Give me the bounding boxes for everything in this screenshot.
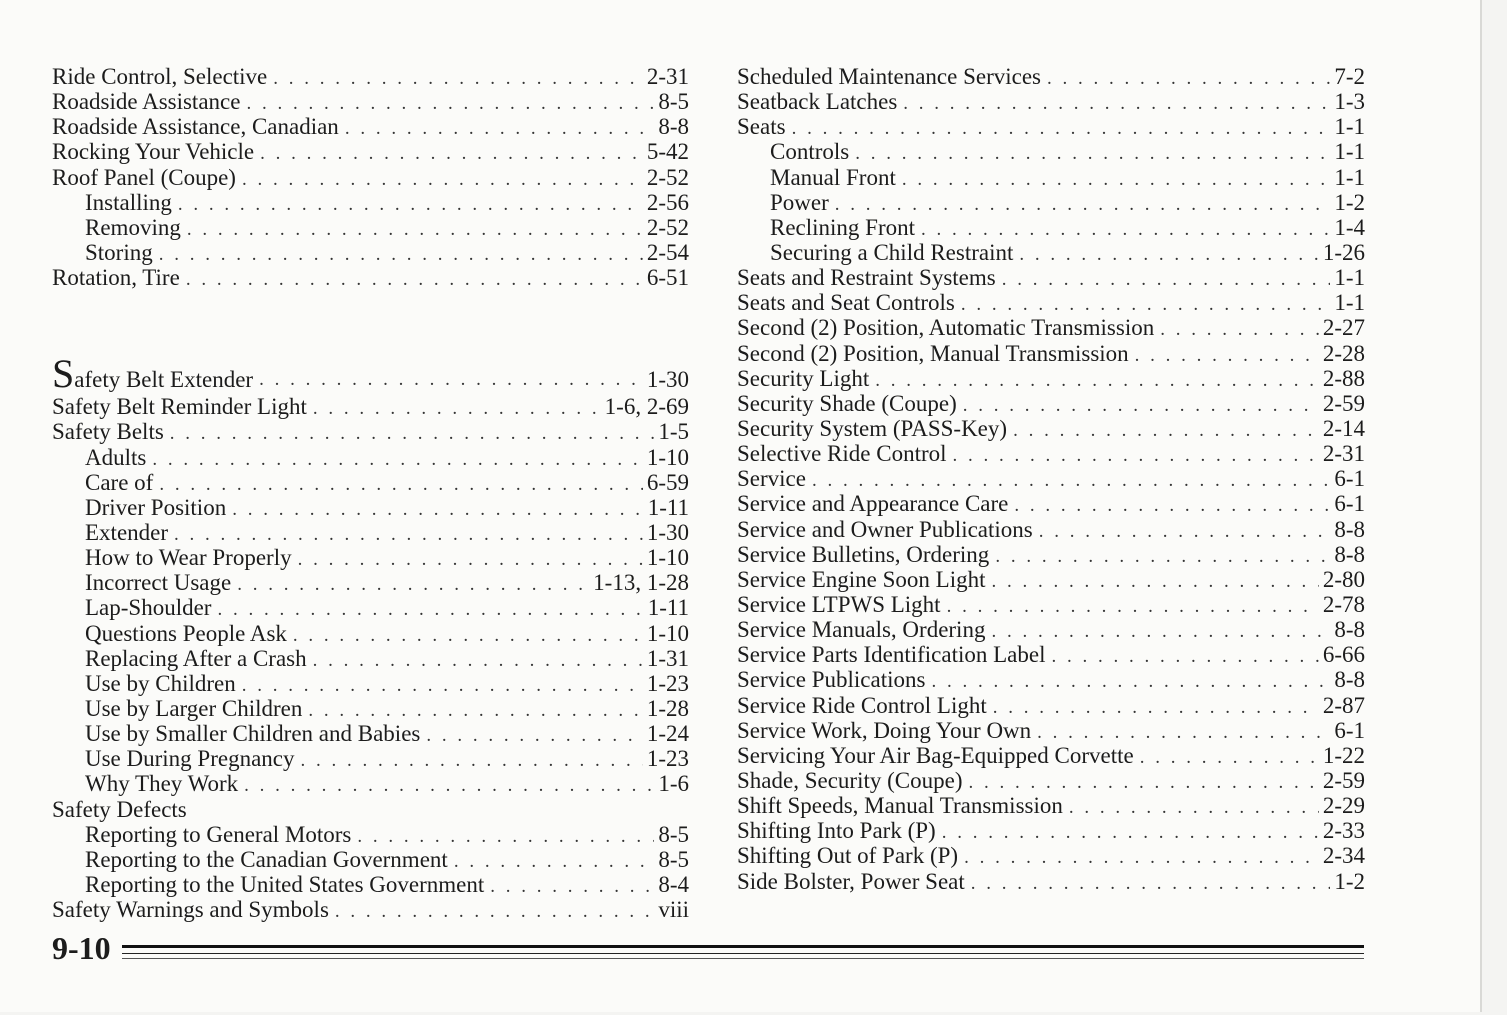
dot-leader [792,116,1331,139]
entry-label: Ride Control, Selective [52,64,268,89]
index-entry [737,341,1365,366]
dot-leader [902,167,1330,190]
entry-page: 2-80 [1322,566,1365,592]
right-column [737,64,1365,894]
entry-page: 1-1 [1334,139,1365,165]
entry-label: Reporting to the United States Government [85,871,485,897]
entry-page: 1-2 [1334,868,1365,894]
entry-label: Security Shade (Coupe) [737,390,957,416]
entry-page: 2-28 [1322,340,1365,366]
index-entry [737,743,1365,768]
dot-leader [187,217,643,240]
entry-page: 1-6 [658,771,689,797]
index-entry [737,366,1365,391]
entry-label: Servicing Your Air Bag-Equipped Corvette [737,742,1134,768]
dot-leader [1069,795,1319,818]
entry-label: Driver Position [85,494,227,520]
dot-leader [335,899,654,922]
dot-leader [1019,242,1318,265]
entry-label: Care of [85,469,154,495]
dot-leader [259,367,643,392]
index-subentry [737,240,1365,265]
dot-leader [454,849,655,872]
entry-page: 8-8 [1334,541,1365,567]
entry-page: 1-31 [646,645,689,671]
dot-leader [301,748,643,771]
index-subentry [52,470,689,495]
index-subentry [52,240,689,265]
dot-leader [246,91,654,114]
dot-leader [812,468,1330,491]
entry-page: 8-8 [658,114,689,140]
index-entry [737,64,1365,89]
index-entry [52,797,689,822]
entry-label-text: afety Belt Extender [74,367,254,393]
index-entry [737,441,1365,466]
entry-page: 1-1 [1334,114,1365,140]
entry-label: Rotation, Tire [52,265,180,291]
footer-rule [122,945,1364,948]
entry-label: Service Engine Soon Light [737,566,986,592]
index-entry [52,897,689,922]
entry-label: Safety Belt Reminder Light [52,394,307,420]
entry-page: 1-26 [1322,239,1365,265]
entry-label: Shifting Into Park (P) [737,818,936,844]
dot-leader [1013,418,1319,441]
dot-leader [991,619,1330,642]
dot-leader [947,594,1319,617]
index-subentry [52,495,689,520]
entry-label: Service Ride Control Light [737,692,987,718]
entry-label: Shifting Out of Park (P) [737,843,959,869]
index-subentry [52,746,689,771]
index-subentry [52,570,689,595]
dot-leader [1047,66,1330,89]
entry-label: Second (2) Position, Automatic Transmission [737,315,1155,341]
dot-leader [490,874,654,897]
entry-label: Service [737,466,806,492]
entry-page: 1-11 [647,595,689,621]
entry-page: 8-5 [658,89,689,115]
entry-label: Shift Speeds, Manual Transmission [737,793,1063,819]
dot-leader [357,824,654,847]
index-subentry [52,872,689,897]
entry-label: Seatback Latches [737,89,898,115]
dot-leader [313,396,601,419]
index-entry [52,352,689,394]
dot-leader [159,242,643,265]
entry-label: Service and Owner Publications [737,516,1033,542]
entry-page: 2-52 [646,214,689,240]
index-subentry [52,847,689,872]
index-entry [737,466,1365,491]
entry-label: Controls [770,139,850,165]
entry-page: 1-1 [1334,290,1365,316]
index-entry [52,139,689,164]
index-subentry [52,646,689,671]
entry-label: Seats and Seat Controls [737,290,955,316]
index-subentry [52,771,689,796]
entry-label: Manual Front [770,164,896,190]
index-subentry [52,671,689,696]
entry-label: Questions People Ask [85,620,287,646]
left-top-entries [52,64,689,290]
entry-label: Scheduled Maintenance Services [737,64,1041,89]
index-entry [737,869,1365,894]
index-entry [737,290,1365,315]
entry-label: Roadside Assistance [52,89,241,115]
entry-label: Reporting to the Canadian Government [85,846,448,872]
dot-leader [186,267,643,290]
entry-label: Incorrect Usage [85,570,232,596]
dot-leader [903,91,1330,114]
dot-leader [1140,745,1319,768]
dot-leader [963,393,1319,416]
dot-leader [1051,644,1318,667]
dot-leader [273,66,643,89]
index-entry [52,89,689,114]
entry-page: 8-5 [658,821,689,847]
entry-page: 2-31 [646,64,689,89]
entry-label: Security Light [737,365,870,391]
entry-label: Safety Warnings and Symbols [52,897,329,923]
entry-label: Service and Appearance Care [737,491,1009,517]
entry-page: 1-23 [646,746,689,772]
dot-leader [152,447,642,470]
dot-leader [1037,720,1330,743]
entry-page: 6-1 [1334,491,1365,517]
entry-label: Safety Defects [52,796,187,822]
entry-page: 2-27 [1322,315,1365,341]
entry-page: 2-33 [1322,818,1365,844]
entry-label: Service LTPWS Light [737,591,941,617]
entry-label: Roof Panel (Coupe) [52,164,236,190]
index-subentry [52,696,689,721]
index-entry [737,114,1365,139]
dot-leader [1002,267,1331,290]
entry-label: Adults [85,444,147,470]
dot-leader [426,723,642,746]
entry-page: 8-8 [1334,617,1365,643]
dot-leader [232,497,643,520]
entry-label [52,352,259,395]
entry-label: How to Wear Properly [85,545,292,571]
index-subentry [52,520,689,545]
entry-label: Seats and Restraint Systems [737,265,996,291]
dot-leader [174,522,643,545]
dot-leader [1160,317,1319,340]
index-entry [737,265,1365,290]
index-entry [737,642,1365,667]
index-entry [737,843,1365,868]
index-entry [737,315,1365,340]
dot-leader [1039,519,1331,542]
entry-label: Lap-Shoulder [85,595,212,621]
left-column [52,64,689,922]
entry-page: 1-10 [646,545,689,571]
entry-page: 1-1 [1334,164,1365,190]
dot-leader [217,597,643,620]
entry-page: 1-30 [646,367,689,393]
index-subentry [52,445,689,470]
entry-page: 1-4 [1334,214,1365,240]
entry-page: 1-2 [1334,189,1365,215]
dot-leader [313,648,643,671]
index-subentry [52,215,689,240]
dot-leader [961,292,1330,315]
index-entry [737,491,1365,516]
dot-leader [995,544,1330,567]
dot-leader [308,698,642,721]
entry-page: 8-8 [1334,667,1365,693]
index-entry [737,567,1365,592]
entry-page: 1-11 [647,494,689,520]
index-entry [52,394,689,419]
index-entry [737,542,1365,567]
index-entry [52,114,689,139]
footer-rule [122,953,1364,954]
entry-page: 2-78 [1322,591,1365,617]
dot-leader [242,673,643,696]
index-subentry [52,721,689,746]
index-entry [737,768,1365,793]
dot-leader [835,192,1331,215]
entry-page: 2-52 [646,164,689,190]
entry-page: 1-5 [658,419,689,445]
entry-label: Installing [85,189,172,215]
entry-page: 2-54 [646,239,689,265]
entry-label: Reporting to General Motors [85,821,352,847]
entry-label: Extender [85,519,169,545]
entry-label: Service Manuals, Ordering [737,617,986,643]
index-entry [737,793,1365,818]
index-entry [52,265,689,290]
dot-leader [170,421,655,444]
dot-leader [298,547,643,570]
dot-leader [993,695,1319,718]
entry-page: 2-88 [1322,365,1365,391]
entry-page: 2-87 [1322,692,1365,718]
dot-leader [178,192,643,215]
entry-page: 2-14 [1322,415,1365,441]
entry-page: 2-59 [1322,390,1365,416]
entry-page: 1-1 [1334,265,1365,291]
dot-leader [971,871,1331,894]
right-entries [737,64,1365,894]
entry-page: 1-13, 1-28 [593,570,689,596]
index-subentry [52,190,689,215]
entry-page: 6-51 [646,265,689,291]
entry-page: 2-29 [1322,793,1365,819]
index-entry [737,818,1365,843]
dot-leader [968,770,1318,793]
entry-label: Selective Ride Control [737,441,947,467]
index-subentry [737,190,1365,215]
dot-leader [260,141,643,164]
dot-leader [855,141,1330,164]
footer-rule [122,958,1364,959]
entry-page: 2-34 [1322,843,1365,869]
entry-page: 1-30 [646,519,689,545]
dot-leader [1014,493,1330,516]
page-number: 9-10 [52,930,111,966]
dot-leader [931,669,1330,692]
dot-leader [942,820,1319,843]
entry-label: Rocking Your Vehicle [52,139,255,165]
entry-label: Storing [85,239,153,265]
page-footer [52,930,1364,966]
entry-page: 1-23 [646,670,689,696]
entry-label: Second (2) Position, Manual Transmission [737,340,1129,366]
index-entry [737,617,1365,642]
index-entry [52,419,689,444]
index-subentry [52,621,689,646]
index-entry [737,416,1365,441]
entry-page: 8-4 [658,871,689,897]
entry-label: Service Parts Identification Label [737,642,1046,668]
entry-page: 1-10 [646,620,689,646]
index-entry [737,89,1365,114]
left-s-entries [52,394,689,922]
entry-label: Use by Smaller Children and Babies [85,721,421,747]
dot-leader [242,167,643,190]
index-subentry [52,822,689,847]
index-entry [737,391,1365,416]
entry-label: Why They Work [85,771,239,797]
index-subentry [737,165,1365,190]
entry-label: Use During Pregnancy [85,746,295,772]
dot-leader [244,773,654,796]
entry-page: 8-8 [1334,516,1365,542]
entry-label: Seats [737,114,786,140]
entry-label: Use by Children [85,670,236,696]
entry-page: 1-22 [1322,742,1365,768]
entry-page: 1-10 [646,444,689,470]
entry-label: Side Bolster, Power Seat [737,868,965,894]
dot-leader [1135,343,1319,366]
index-subentry [737,215,1365,240]
section-gap [52,290,689,352]
dot-leader [921,217,1330,240]
dot-leader [159,472,643,495]
entry-label: Safety Belts [52,419,164,445]
index-entry [52,165,689,190]
index-entry [737,667,1365,692]
entry-label: Roadside Assistance, Canadian [52,114,339,140]
entry-page: 8-5 [658,846,689,872]
index-entry [737,517,1365,542]
index-subentry [52,595,689,620]
entry-label: Reclining Front [770,214,916,240]
entry-label: Power [770,189,829,215]
entry-page: 1-24 [646,721,689,747]
entry-label: Security System (PASS-Key) [737,415,1008,441]
entry-label: Securing a Child Restraint [770,239,1014,265]
entry-page: 6-59 [646,469,689,495]
entry-page: 6-1 [1334,717,1365,743]
dot-leader [875,368,1319,391]
entry-label: Service Publications [737,667,926,693]
index-entry [737,693,1365,718]
entry-page: 6-1 [1334,466,1365,492]
index-subentry [737,139,1365,164]
entry-label: Service Work, Doing Your Own [737,717,1032,743]
entry-page: 2-56 [646,189,689,215]
index-entry [52,64,689,89]
entry-label: Use by Larger Children [85,695,303,721]
entry-page: 2-31 [1322,441,1365,467]
entry-label: Removing [85,214,181,240]
dot-leader [964,845,1319,868]
entry-page: 2-59 [1322,767,1365,793]
dot-leader [293,623,643,646]
index-subentry [52,545,689,570]
section-initial: S [52,352,75,395]
entry-page: 1-3 [1334,89,1365,115]
entry-label: Shade, Security (Coupe) [737,767,963,793]
entry-page: 7-2 [1334,64,1365,89]
index-entry [737,718,1365,743]
entry-page: viii [658,897,689,923]
entry-label: Replacing After a Crash [85,645,307,671]
dot-leader [992,569,1319,592]
dot-leader [953,443,1319,466]
entry-page: 1-6, 2-69 [604,394,689,420]
entry-label: Service Bulletins, Ordering [737,541,990,567]
entry-page: 1-28 [646,695,689,721]
dot-leader [345,116,655,139]
entry-page: 5-42 [646,139,689,165]
index-entry [737,592,1365,617]
entry-page: 6-66 [1322,642,1365,668]
dot-leader [237,572,589,595]
